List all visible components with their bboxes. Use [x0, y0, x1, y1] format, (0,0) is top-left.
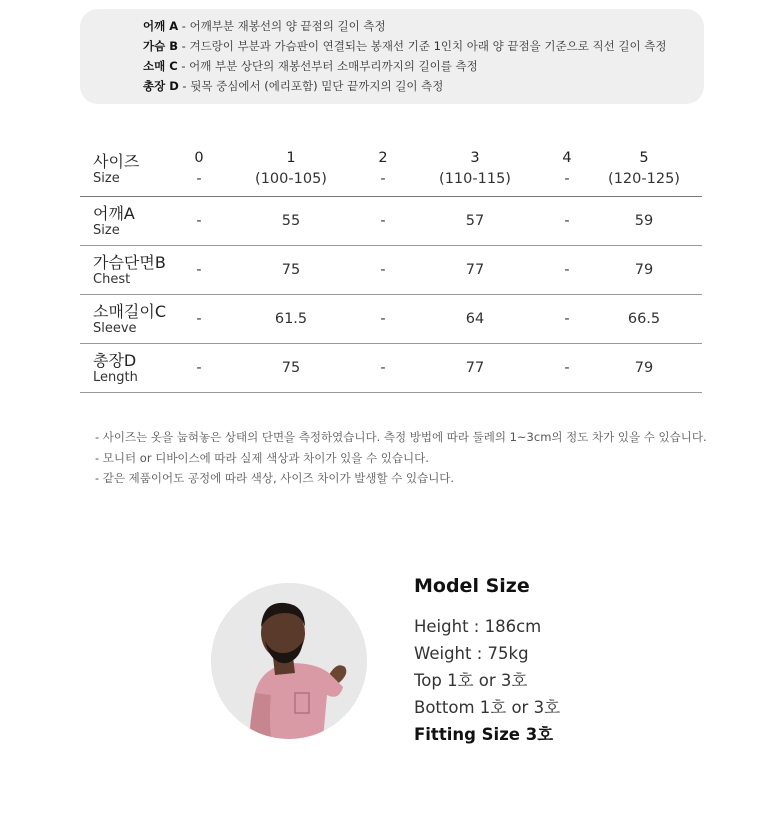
table-cell: 64 [402, 294, 548, 343]
size-col-4: 4 - [548, 140, 586, 196]
table-cell: 61.5 [218, 294, 364, 343]
note-monitor-color: - 모니터 or 디바이스에 따라 실제 색상과 차이가 있을 수 있습니다. [95, 450, 429, 465]
guide-line-sleeve: 소매 C - 어깨 부분 상단의 재봉선부터 소매부리까지의 길이를 측정 [143, 59, 478, 73]
table-cell: - [180, 343, 218, 392]
table-row-chest [80, 245, 702, 294]
table-cell: 57 [402, 196, 548, 245]
guide-line-length: 총장 D - 뒷목 중심에서 (에리포함) 밑단 끝까지의 길이 측정 [143, 79, 444, 93]
table-cell: - [364, 245, 402, 294]
size-col-2: 2 - [364, 140, 402, 196]
size-col-1: 1 (100-105) [218, 140, 364, 196]
model-size-info [414, 572, 560, 748]
table-cell: 79 [586, 245, 702, 294]
note-process-variance: - 같은 제품이어도 공정에 따라 색상, 사이즈 차이가 발생할 수 있습니다. [95, 471, 455, 485]
table-cell: 77 [402, 245, 548, 294]
size-notes [95, 427, 707, 489]
model-height: Height : 186cm [414, 617, 542, 636]
header-label: 사이즈 Size [80, 140, 180, 196]
table-row-sleeve [80, 294, 702, 343]
table-cell: 75 [218, 343, 364, 392]
size-col-5: 5 (120-125) [586, 140, 702, 196]
table-cell: - [180, 245, 218, 294]
table-cell: 59 [586, 196, 702, 245]
row-label: 가슴단면B Chest [80, 245, 180, 294]
table-cell: - [364, 196, 402, 245]
table-row-shoulder [80, 196, 702, 245]
table-cell: 55 [218, 196, 364, 245]
row-label: 어깨A Size [80, 196, 180, 245]
model-illustration [211, 583, 367, 739]
model-size-title: Model Size [414, 575, 530, 597]
table-cell: - [548, 294, 586, 343]
guide-line-shoulder: 어깨 A - 어깨부분 재봉선의 양 끝점의 길이 측정 [143, 19, 386, 33]
model-photo [211, 583, 367, 739]
model-bottom-size: Bottom 1호 or 3호 [414, 698, 561, 717]
table-cell: - [364, 294, 402, 343]
table-cell: - [548, 196, 586, 245]
model-weight: Weight : 75kg [414, 644, 529, 663]
row-label: 총장D Length [80, 343, 180, 392]
row-label: 소매길이C Sleeve [80, 294, 180, 343]
table-cell: - [548, 245, 586, 294]
table-cell: - [180, 294, 218, 343]
size-col-3: 3 (110-115) [402, 140, 548, 196]
table-cell: 77 [402, 343, 548, 392]
guide-line-chest: 가슴 B - 겨드랑이 부분과 가슴판이 연결되는 봉재선 기준 1인치 아래 양 끝점을 기준으로 직선 길이 측정 [143, 39, 667, 53]
table-cell: - [548, 343, 586, 392]
size-table [80, 140, 702, 393]
size-table-header [80, 140, 702, 196]
note-measurement: - 사이즈는 옷을 눕혀놓은 상태의 단면을 측정하였습니다. 측정 방법에 따라 둘레의 1~3cm의 정도 차가 있을 수 있습니다. [95, 430, 707, 444]
table-cell: 66.5 [586, 294, 702, 343]
measurement-guide-box [80, 9, 704, 104]
table-cell: - [180, 196, 218, 245]
size-col-0: 0 - [180, 140, 218, 196]
table-cell: 79 [586, 343, 702, 392]
model-fitting-size: Fitting Size 3호 [414, 725, 554, 744]
table-cell: 75 [218, 245, 364, 294]
table-row-length [80, 343, 702, 392]
table-cell: - [364, 343, 402, 392]
model-top-size: Top 1호 or 3호 [414, 671, 528, 690]
